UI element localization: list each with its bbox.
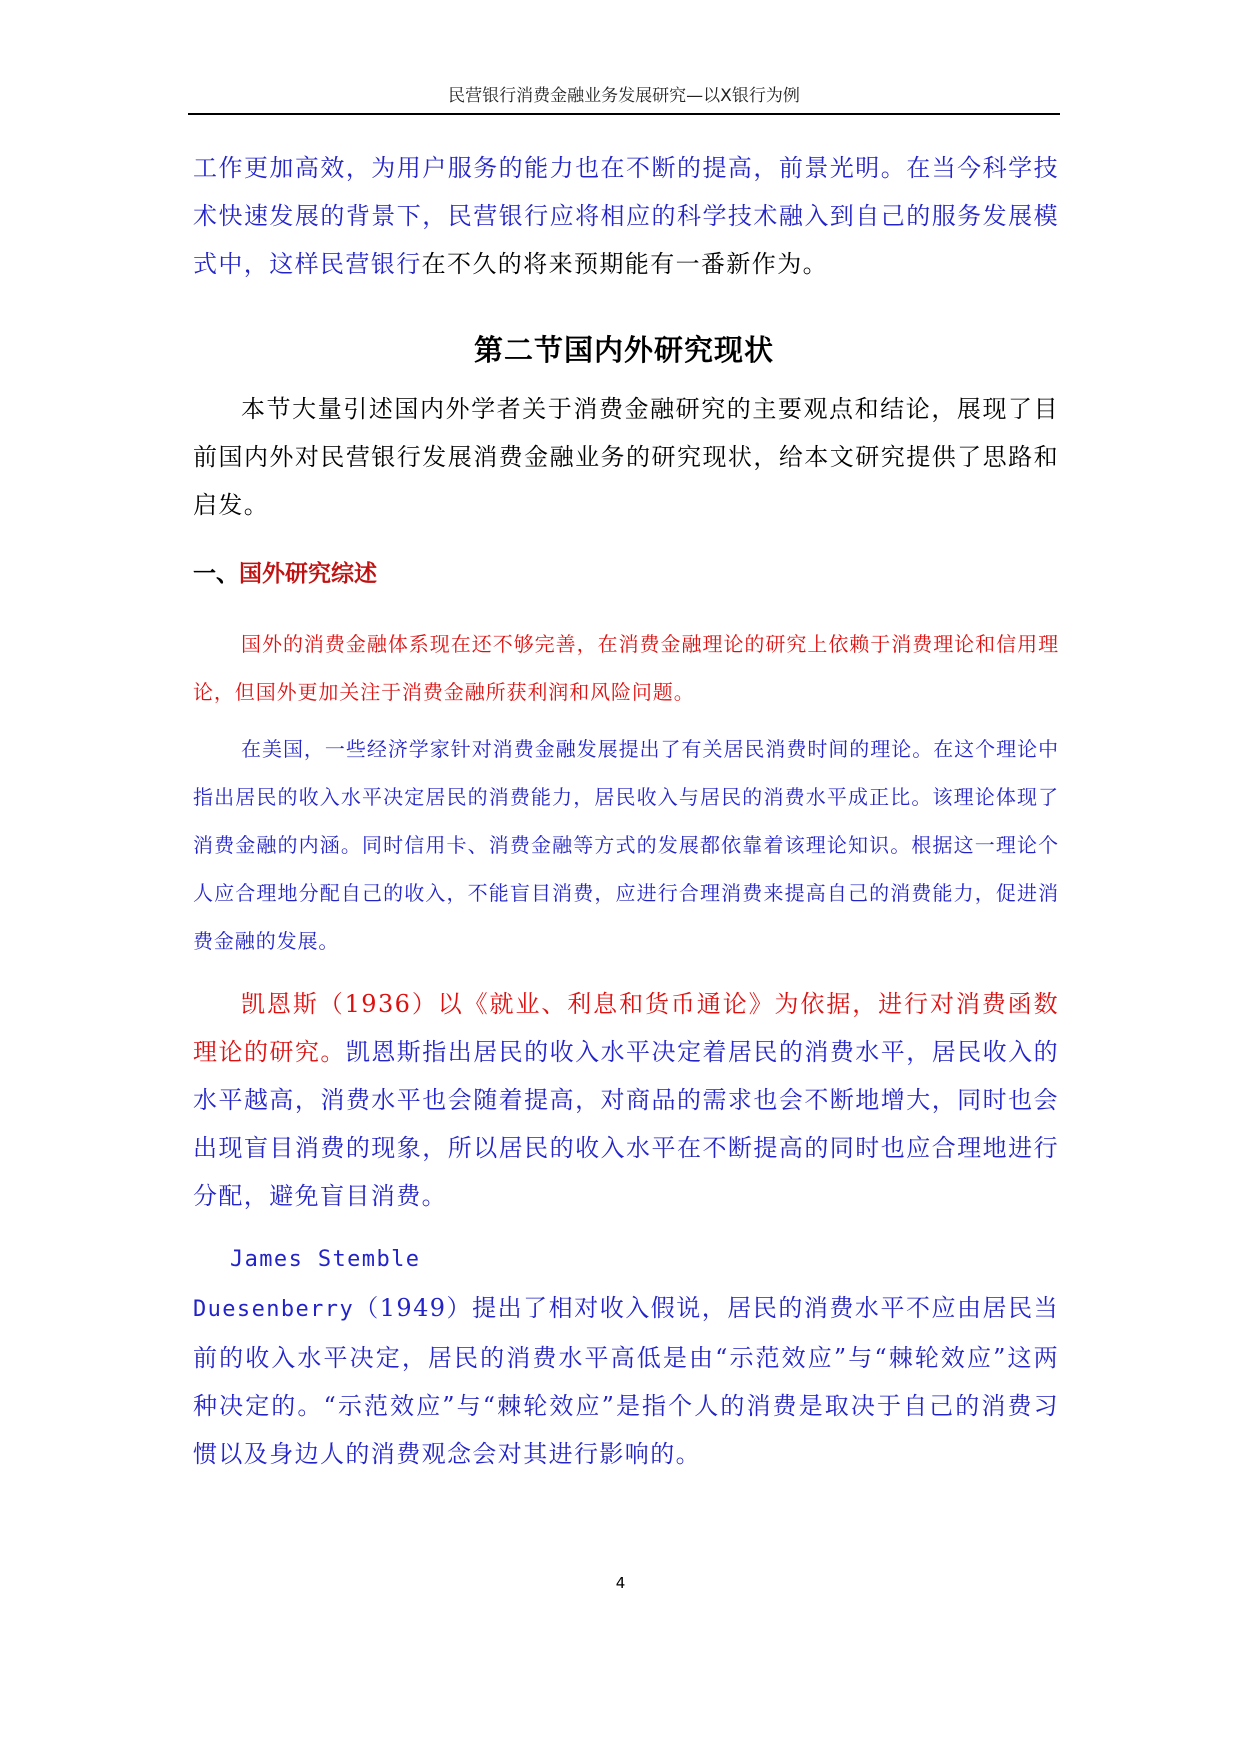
subheading [193,557,377,591]
intro-text-3: 在不久的将来预期能有一番新作为。 [421,250,829,278]
subheading-text: 国外研究综述 [239,561,377,587]
subheading-number: 一、 [193,561,239,587]
intro-paragraph [193,144,1059,288]
duesenberry-paragraph [193,1236,1059,1478]
keynes-paragraph [193,980,1059,1220]
keynes-blue-text: 凯恩斯指出居民的收入水平决定着居民的消费水平，居民收入的水平越高，消费水平也会随着提高，对商品的需求也会不断地增大，同时也会出现盲目消费的现象，所以居民的收入水平在不断提高的同时也应合理地进行分配，避免盲目消费。 [193,1038,1059,1210]
foreign-research-paragraph: 国外的消费金融体系现在还不够完善，在消费金融理论的研究上依赖于消费理论和信用理论，但国外更加关注于消费金融所获利润和风险问题。 [193,632,1059,704]
running-header: 民营银行消费金融业务发展研究—以X银行为例 [448,86,800,106]
intro-text-1: 工作更加高效，为用户服务的能力也在不断的提高，前景光明。 [193,154,907,182]
keynes-red-text: 凯恩斯（1936）以《就业、利息和货币通论》为依据，进行对消费函数理论的研究。 [193,990,1059,1066]
author-surname: Duesenberry [193,1297,355,1322]
author-name-line: James Stemble [230,1247,421,1272]
section-title: 第二节国内外研究现状 [473,333,774,367]
page-number: 4 [615,1574,626,1592]
intro-text-2: 在当今科学技术快速发展的背景下，民营银行应将相应的科学技术融入到自己的服务发展模式中，这样民营银行 [193,154,1059,278]
usa-theory-paragraph: 在美国，一些经济学家针对消费金融发展提出了有关居民消费时间的理论。在这个理论中指出居民的收入水平决定居民的消费能力，居民收入与居民的消费水平成正比。该理论体现了消费金融的内涵。同时信用卡、消费金融等方式的发展都依靠着该理论知识。根据这一理论个人应合理地分配自己的收入，不能盲目消费，应进行合理消费来提高自己的消费能力，促进消费金融的发展。 [193,737,1059,953]
section-intro-paragraph: 本节大量引述国内外学者关于消费金融研究的主要观点和结论，展现了目前国内外对民营银行发展消费金融业务的研究现状，给本文研究提供了思路和启发。 [193,395,1059,519]
duesenberry-text: （1949）提出了相对收入假说，居民的消费水平不应由居民当前的收入水平决定，居民的消费水平高低是由“示范效应”与“棘轮效应”这两种决定的。“示范效应”与“棘轮效应”是指个人的消费是取决于自己的消费习惯以及身边人的消费观念会对其进行影响的。 [193,1294,1059,1468]
header-rule [188,113,1060,115]
